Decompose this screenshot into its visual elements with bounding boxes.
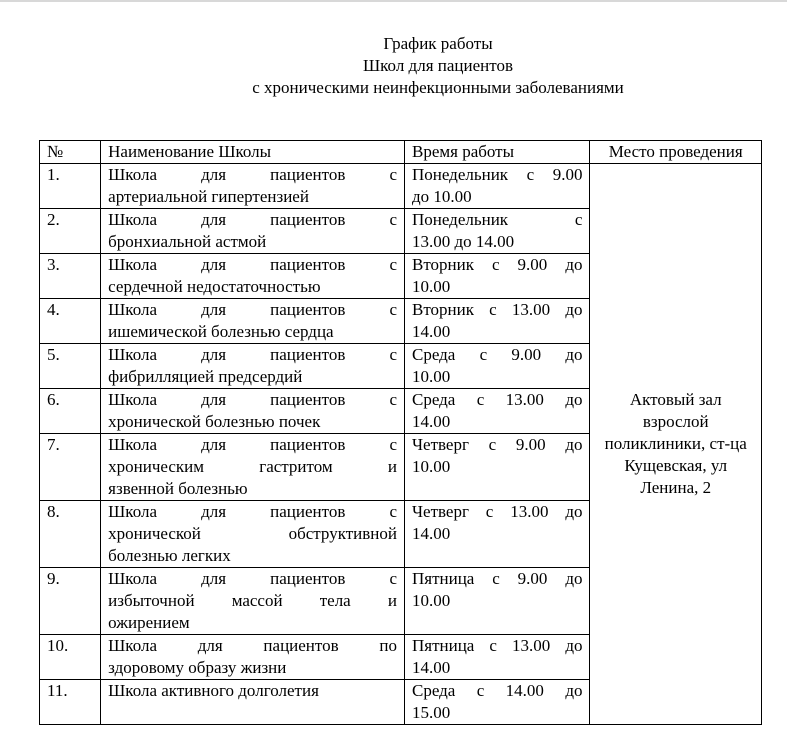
work-time-line: Вторник с 9.00 до [411, 255, 583, 274]
school-name-line: Школа активного долголетия [108, 681, 319, 700]
row-number: 3. [40, 254, 101, 299]
work-time-line: Четверг с 9.00 до [411, 435, 583, 454]
school-name-line: Школа для пациентов с [108, 300, 397, 319]
school-name [101, 299, 405, 344]
column-header-number: № [40, 141, 101, 164]
document-header [0, 33, 787, 99]
row-number: 10. [40, 635, 101, 680]
work-time [404, 344, 590, 389]
school-name-line: ишемической болезнью сердца [108, 322, 334, 341]
work-time-line: Среда с 9.00 до [411, 345, 583, 364]
venue-cell: Актовый зал взрослой поликлиники, ст-ца Кущевская, ул Ленина, 2 [590, 164, 762, 725]
row-number: 6. [40, 389, 101, 434]
row-number: 8. [40, 501, 101, 568]
school-name-line: Школа для пациентов с [108, 435, 397, 454]
work-time-line: Среда с 13.00 до [411, 390, 583, 409]
row-number: 11. [40, 680, 101, 725]
row-number: 2. [40, 209, 101, 254]
work-time [404, 299, 590, 344]
work-time [404, 568, 590, 635]
row-number: 9. [40, 568, 101, 635]
row-number: 4. [40, 299, 101, 344]
school-name-line: сердечной недостаточностью [108, 277, 321, 296]
school-name-line: Школа для пациентов с [108, 502, 397, 521]
school-name [101, 635, 405, 680]
page-top-border [0, 0, 787, 2]
school-name [101, 209, 405, 254]
school-name-line: язвенной болезнью [108, 479, 248, 498]
header-line-1: График работы [383, 34, 493, 53]
work-time-line: 14.00 [411, 658, 451, 677]
school-name-line: Школа для пациентов по [108, 636, 397, 655]
work-time-line: 10.00 [411, 367, 451, 386]
school-name [101, 434, 405, 501]
table-row [40, 164, 762, 209]
schedule-table [39, 140, 762, 725]
work-time [404, 434, 590, 501]
school-name-line: Школа для пациентов с [108, 165, 397, 184]
work-time [404, 680, 590, 725]
work-time-line: Пятница с 9.00 до [411, 569, 583, 588]
school-name-line: болезнью легких [108, 546, 231, 565]
work-time-line: Понедельник с [411, 210, 583, 229]
school-name [101, 344, 405, 389]
school-name-line: артериальной гипертензией [108, 187, 309, 206]
work-time-line: Среда с 14.00 до [411, 681, 583, 700]
work-time-line: 10.00 [411, 591, 451, 610]
work-time-line: 15.00 [411, 703, 451, 722]
school-name-line: ожирением [108, 613, 190, 632]
work-time-line: 10.00 [411, 277, 451, 296]
column-header-time: Время работы [404, 141, 590, 164]
table-body [40, 164, 762, 725]
school-name-line: фибрилляцией предсердий [108, 367, 303, 386]
work-time [404, 164, 590, 209]
column-header-name: Наименование Школы [101, 141, 405, 164]
work-time [404, 389, 590, 434]
work-time-line: Четверг с 13.00 до [411, 502, 583, 521]
school-name [101, 389, 405, 434]
school-name-line: избыточной массой тела и [108, 591, 397, 610]
work-time-line: 14.00 [411, 322, 451, 341]
school-name-line: хроническим гастритом и [108, 457, 397, 476]
header-line-2: Школ для пациентов [363, 56, 513, 75]
work-time-line: Вторник с 13.00 до [411, 300, 583, 319]
school-name-line: хронической болезнью почек [108, 412, 321, 431]
school-name [101, 254, 405, 299]
work-time-line: 14.00 [411, 412, 451, 431]
school-name-line: Школа для пациентов с [108, 210, 397, 229]
row-number: 5. [40, 344, 101, 389]
header-line-3: с хроническими неинфекционными заболеваниями [252, 78, 624, 97]
school-name-line: Школа для пациентов с [108, 345, 397, 364]
school-name-line: Школа для пациентов с [108, 569, 397, 588]
school-name-line: бронхиальной астмой [108, 232, 267, 251]
work-time-line: 14.00 [411, 524, 451, 543]
row-number: 7. [40, 434, 101, 501]
school-name [101, 501, 405, 568]
work-time-line: 10.00 [411, 457, 451, 476]
work-time-line: Пятница с 13.00 до [411, 636, 583, 655]
school-name [101, 680, 405, 725]
column-header-place: Место проведения [590, 141, 762, 164]
school-name-line: хронической обструктивной [108, 524, 397, 543]
work-time [404, 209, 590, 254]
school-name [101, 164, 405, 209]
work-time [404, 254, 590, 299]
work-time-line: 13.00 до 14.00 [411, 232, 515, 251]
row-number: 1. [40, 164, 101, 209]
school-name-line: здоровому образу жизни [108, 658, 287, 677]
work-time [404, 501, 590, 568]
school-name-line: Школа для пациентов с [108, 390, 397, 409]
table-header-row [40, 141, 762, 164]
school-name [101, 568, 405, 635]
work-time [404, 635, 590, 680]
work-time-line: до 10.00 [411, 187, 472, 206]
work-time-line: Понедельник с 9.00 [411, 165, 583, 184]
school-name-line: Школа для пациентов с [108, 255, 397, 274]
